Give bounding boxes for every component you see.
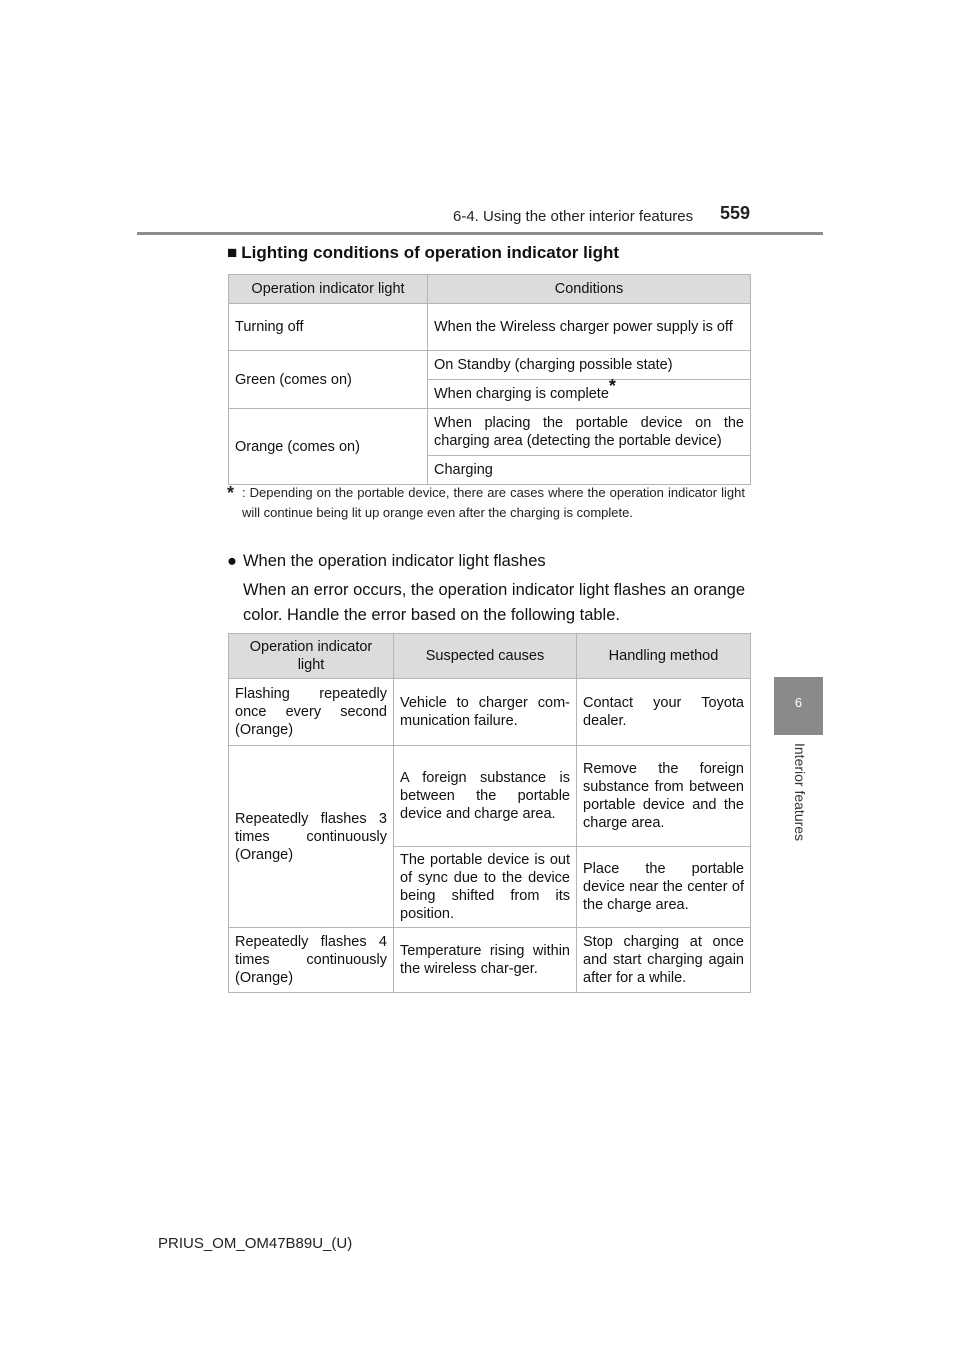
page-number: 559 [720,203,751,223]
table-cell: A foreign substance is between the portable device and charge area. [394,746,577,847]
section-heading [227,243,619,263]
table-header-row [229,275,751,304]
column-header: Operation indicator light [229,275,428,304]
cell-text: When charging is complete [434,386,609,402]
table-cell: Turning off [229,304,428,351]
table-cell: Contact your Toyota dealer. [577,679,751,746]
column-header: Suspected causes [394,634,577,679]
flash-handling-table [228,633,751,993]
table-cell: When the Wireless charger power supply is off [428,304,751,351]
table-row [229,409,751,456]
table-cell: Green (comes on) [229,351,428,409]
column-header: Handling method [577,634,751,679]
table-cell: Repeatedly flashes 4 times continuously (Orange) [229,928,394,993]
footnote-text: : Depending on the portable device, there are cases where the operation indicator light will continue being lit up orange even after the charging is complete. [242,485,745,520]
table-cell: Stop charging at once and start charging again after for a while. [577,928,751,993]
chapter-tab [774,677,823,735]
table-row [229,746,751,847]
table-row [229,351,751,380]
asterisk-mark: * [227,483,235,503]
circle-bullet-icon: ● [227,552,237,570]
heading-text: Lighting conditions of operation indicator light [241,243,620,262]
header-rule [137,232,823,235]
table-cell: Place the portable device near the center of the charge area. [577,847,751,928]
table-cell: On Standby (charging possible state) [428,351,751,380]
document-code: PRIUS_OM_OM47B89U_(U) [158,1235,353,1252]
bullet-heading [227,552,546,571]
bullet-paragraph: When an error occurs, the operation indicator light flashes an orange color. Handle the error based on the following table. [243,581,745,624]
table-cell: Flashing repeatedly once every second (Orange) [229,679,394,746]
table-row [229,304,751,351]
table-cell: Repeatedly flashes 3 times continuously (Orange) [229,746,394,928]
table-cell [428,376,751,409]
table-row [229,928,751,993]
column-header: Operation indicator light [229,634,394,679]
square-bullet-icon: ■ [227,243,238,262]
indicator-conditions-table [228,274,751,485]
section-title: 6-4. Using the other interior features [453,208,694,225]
table-cell: The portable device is out of sync due to the device being shifted from its position. [394,847,577,928]
table-cell: Remove the foreign substance from between portable device and the charge area. [577,746,751,847]
table-header-row [229,634,751,679]
table-cell: Orange (comes on) [229,409,428,485]
table-row [229,679,751,746]
asterisk-mark: * [608,376,616,397]
bullet-title: When the operation indicator light flashes [242,552,546,570]
table-cell: Temperature rising within the wireless char-ger. [394,928,577,993]
table-cell: Charging [428,456,751,485]
chapter-number: 6 [794,695,803,710]
footnote [227,483,745,523]
table-cell: Vehicle to charger com-munication failure. [394,679,577,746]
chapter-title: Interior features [792,743,808,842]
column-header: Conditions [428,275,751,304]
table-cell: When placing the portable device on the charging area (detecting the portable device) [428,409,751,456]
